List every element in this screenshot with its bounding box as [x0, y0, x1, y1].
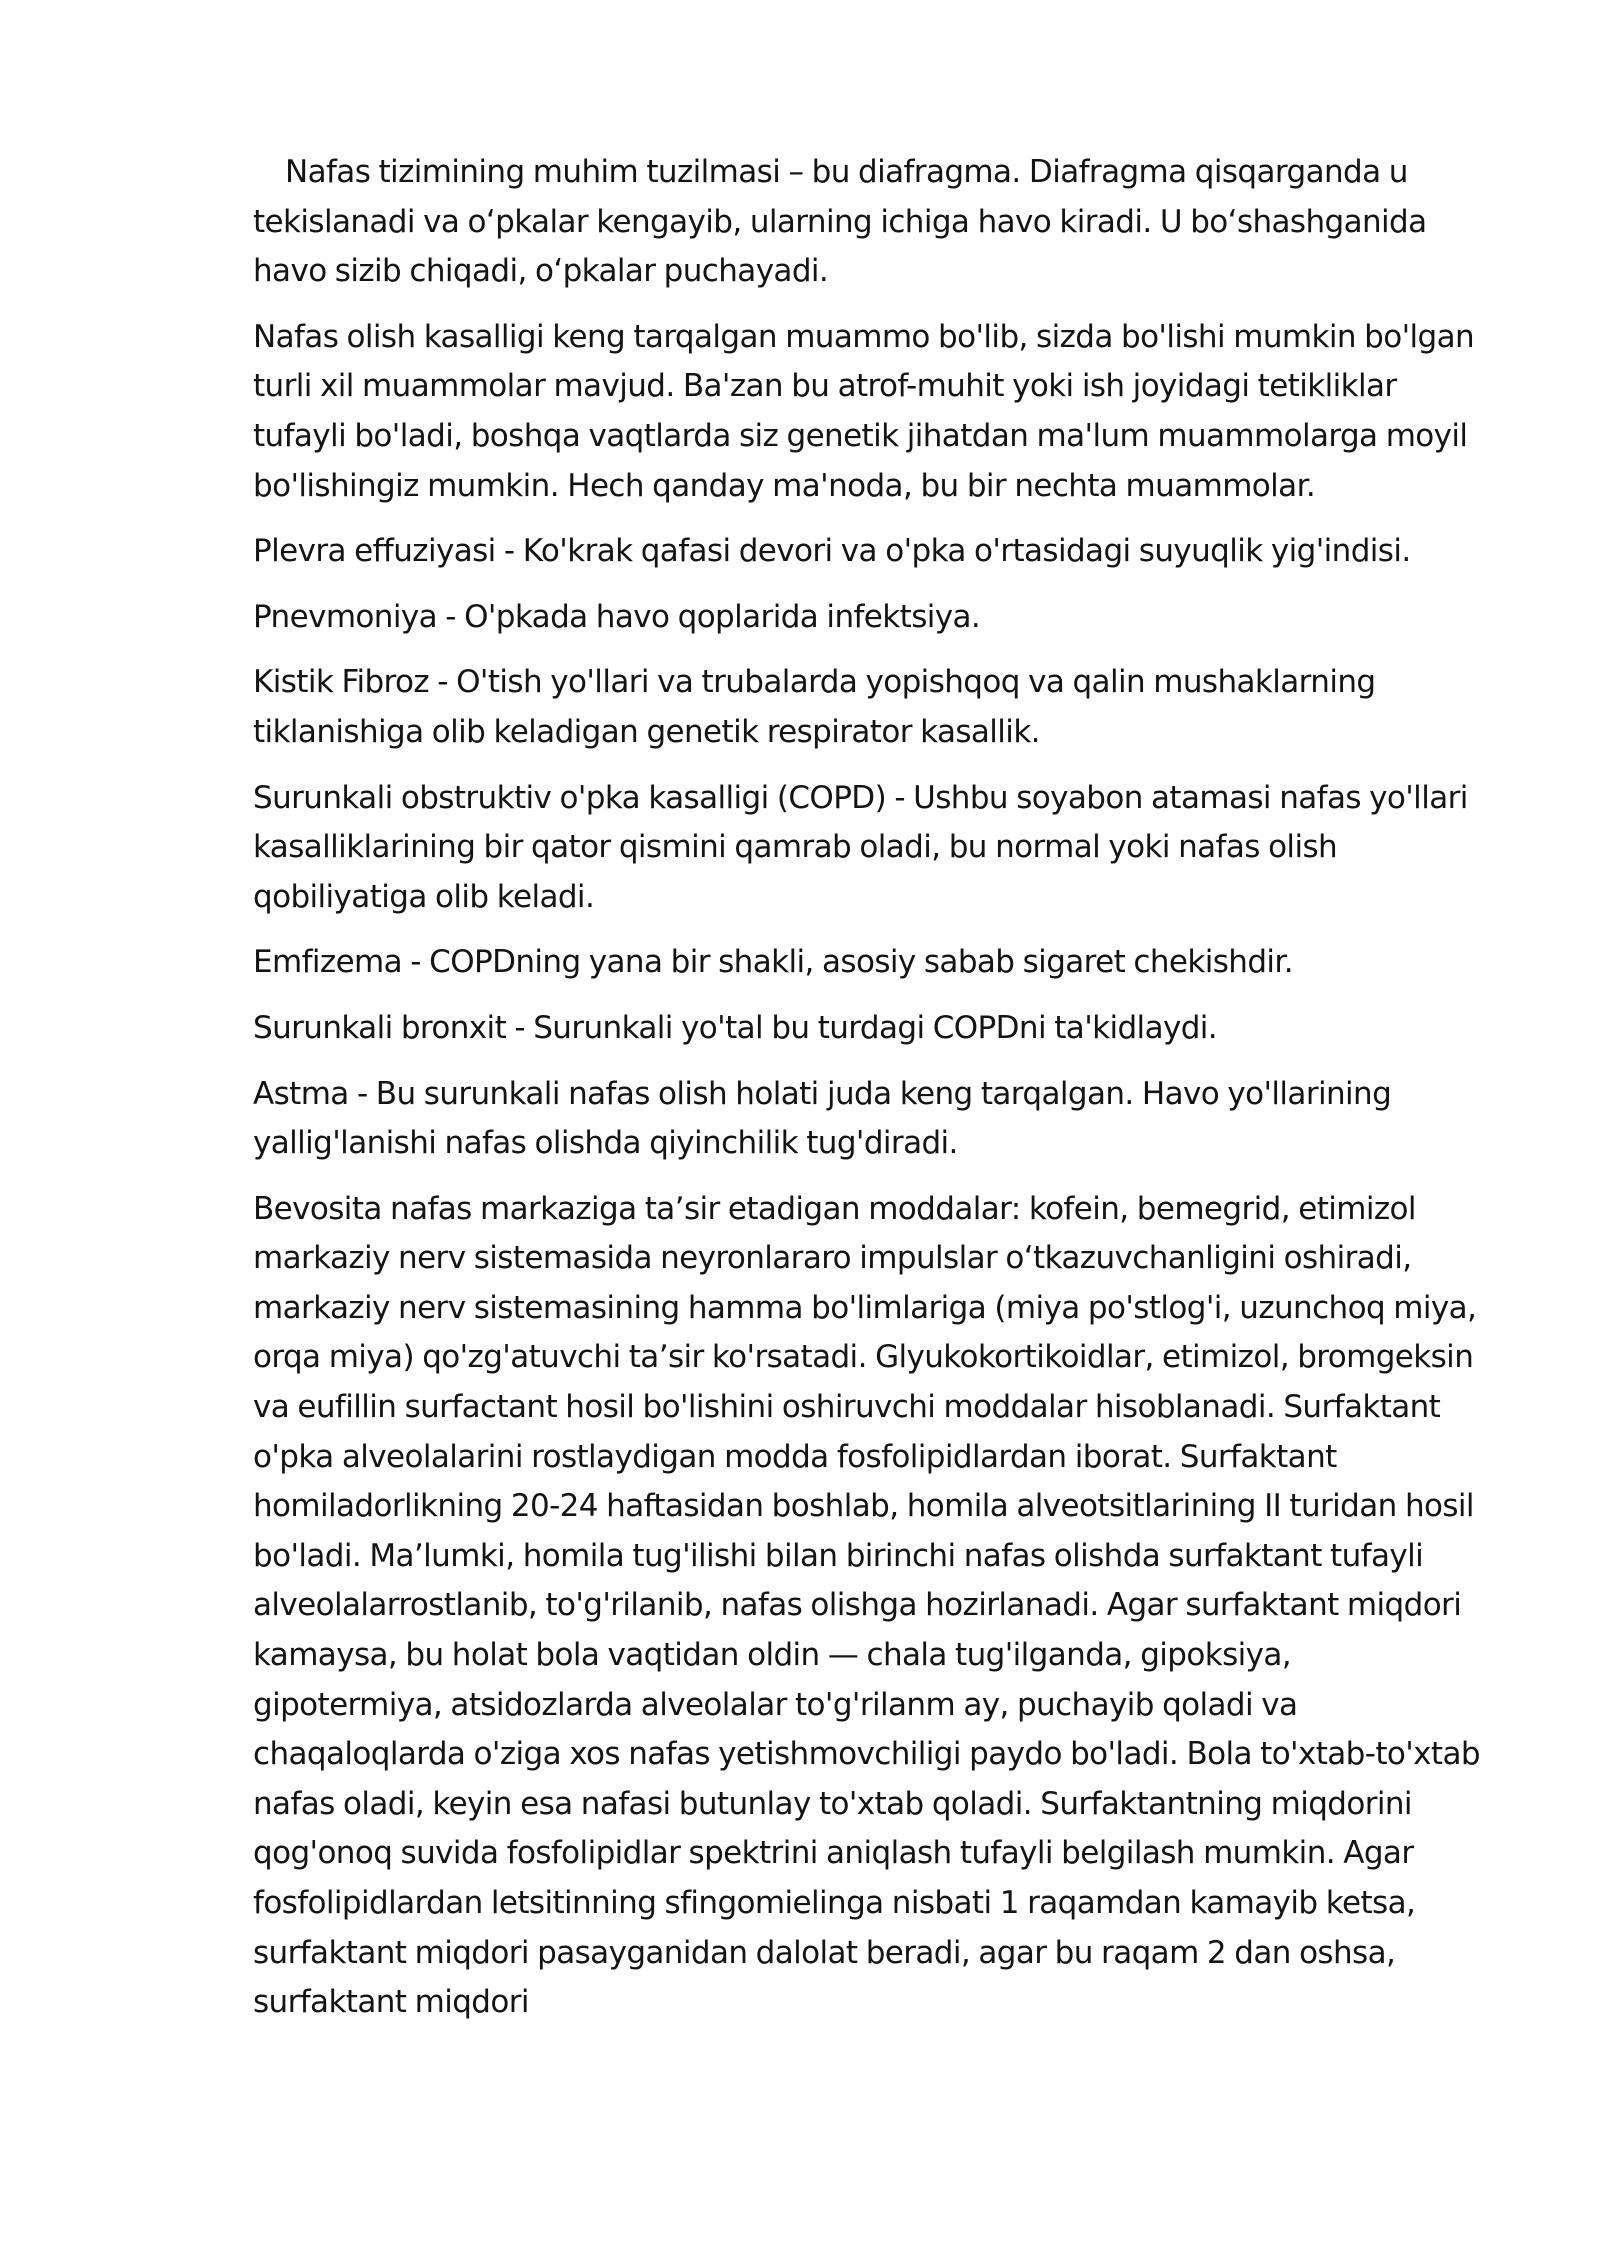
paragraph-pnevmoniya: Pnevmoniya - O'pkada havo qoplarida infektsiya. — [253, 598, 981, 635]
paragraph-astma: Astma - Bu surunkali nafas olish holati juda keng tarqalgan. Havo yo'llarining yallig'lanishi nafas olishda qiyinchilik tug'diradi. — [253, 1075, 1392, 1162]
paragraph-nafas-olish-kasalligi: Nafas olish kasalligi keng tarqalgan muammo bo'lib, sizda bo'lishi mumkin bo'lgan turli xil muammolar mavjud. Ba'zan bu atrof-muhit yoki ish joyidagi tetikliklar tufayli bo'ladi, boshqa vaqtlarda siz genetik jihatdan ma'lum muammolarga moyil bo'lishingiz mumkin. Hech qanday ma'noda, bu bir nechta muammolar. — [253, 318, 1475, 504]
paragraph-bevosita-nafas-markazi: Bevosita nafas markaziga ta’sir etadigan moddalar: kofein, bemegrid, etimizol markaziy nerv sistemasida neyronlararo impulslar oʻtkazuvchanligini oshiradi, markaziy nerv sistemasining hamma bo'limlariga (miya po'stlog'i, uzunchoq miya, orqa miya) qo'zg'atuvchi ta’sir ko'rsatadi. Glyukokortikoidlar, etimizol, bromgeksin va eufillin surfactant hosil bo'lishini oshiruvchi moddalar hisoblanadi. Surfaktant o'pka alveolalarini rostlaydigan modda fosfolipidlardan iborat. Surfaktant homiladorlikning 20-24 haftasidan boshlab, homila alveotsitlarining II turidan hosil bo'ladi. Ma’lumki, homila tug'ilishi bilan birinchi nafas olishda surfaktant tufayli alveolalarrostlanib, to'g'rilanib, nafas olishga hozirlanadi. Agar surfaktant miqdori kamaysa, bu holat bola vaqtidan oldin — chala tug'ilganda, gipoksiya, gipotermiya, atsidozlarda alveolalar to'g'rilanm ay, puchayib qoladi va chaqaloqlarda o'ziga xos nafas yetishmovchiligi paydo bo'ladi. Bola to'xtab-to'xtab nafas oladi, keyin esa nafasi butunlay to'xtab qoladi. Surfaktantning miqdorini qog'onoq suvida fosfolipidlar spektrini aniqlash tufayli belgilash mumkin. Agar fosfolipidlardan letsitinning sfingomielinga nisbati 1 raqamdan kamayib ketsa, surfaktant miqdori pasayganidan dalolat beradi, agar bu raqam 2 dan oshsa, surfaktant miqdori — [253, 1190, 1480, 2021]
document-body — [253, 148, 1483, 2044]
paragraph-copd: Surunkali obstruktiv o'pka kasalligi (COPD) - Ushbu soyabon atamasi nafas yo'llari kasalliklarining bir qator qismini qamrab oladi, bu normal yoki nafas olish qobiliyatiga olib keladi. — [253, 779, 1468, 915]
paragraph-diafragma: Nafas tizimining muhim tuzilmasi – bu diafragma. Diafragma qisqarganda u tekislanadi va oʻpkalar kengayib, ularning ichiga havo kiradi. U boʻshashganida havo sizib chiqadi, oʻpkalar puchayadi. — [253, 154, 1427, 290]
paragraph-plevra-effuziyasi: Plevra effuziyasi - Ko'krak qafasi devori va o'pka o'rtasidagi suyuqlik yig'indisi. — [253, 533, 1411, 570]
paragraph-kistik-fibroz: Kistik Fibroz - O'tish yo'llari va trubalarda yopishqoq va qalin mushaklarning tiklanishiga olib keladigan genetik respirator kasallik. — [253, 664, 1376, 750]
paragraph-emfizema: Emfizema - COPDning yana bir shakli, asosiy sabab sigaret chekishdir. — [253, 944, 1293, 981]
paragraph-surunkali-bronxit: Surunkali bronxit - Surunkali yo'tal bu turdagi COPDni ta'kidlaydi. — [253, 1009, 1218, 1046]
